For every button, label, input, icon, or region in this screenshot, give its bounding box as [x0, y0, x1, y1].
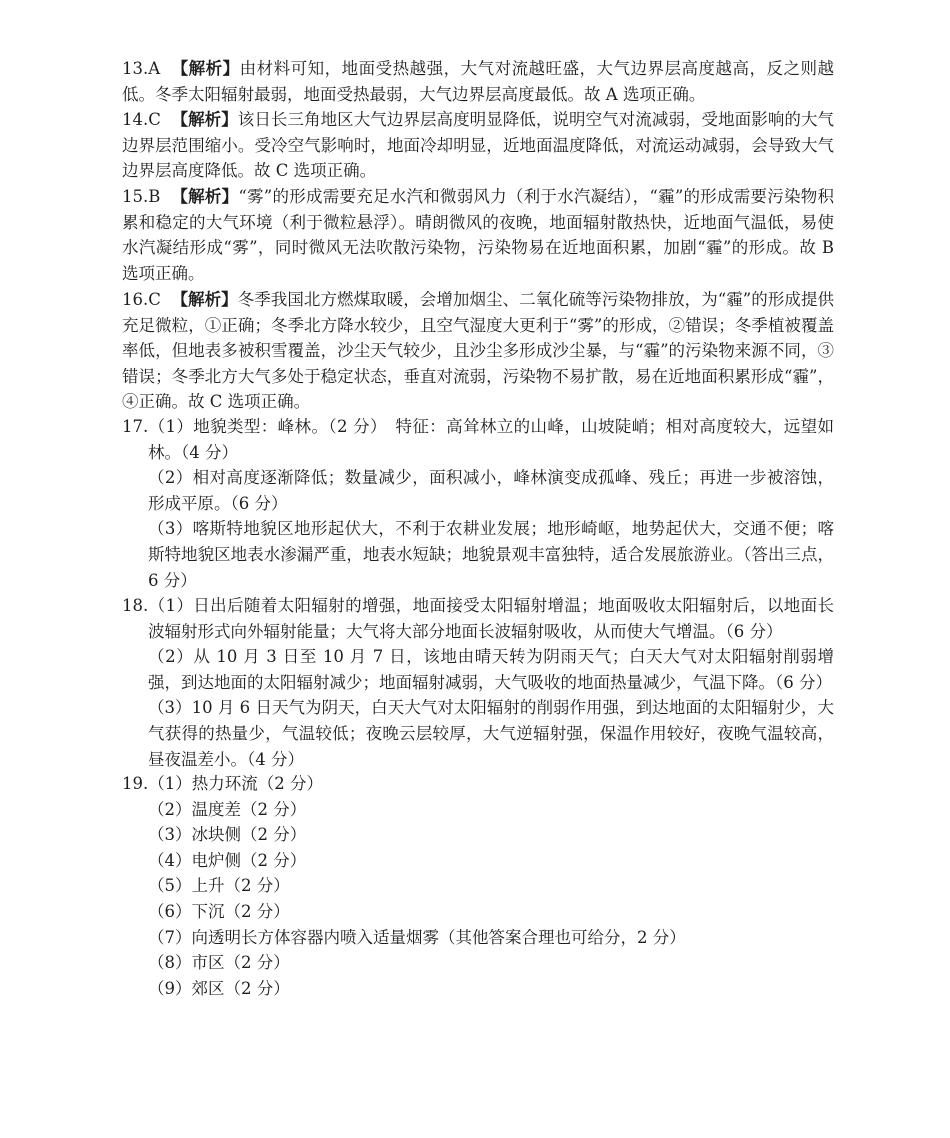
answer-text: 冬季我国北方燃煤取暖，会增加烟尘、二氧化硫等污染物排放，为“霾”的形成提供充足微粒，①正确；冬季北方降水较少，且空气湿度大更利于“雾”的形成，②错误；冬季植被覆盖率低，但地表多被积雪覆盖，沙尘天气较少，且沙尘多形成沙尘暴，与“霾”的污染物来源不同，③错误；冬季北方大气多处于稳定状态，垂直对流弱，污染物不易扩散，易在近地面积累形成“霾”，④正确。故 C 选项正确。: [122, 290, 835, 412]
question-number: 15.B: [122, 187, 161, 206]
analysis-tag: 【解析】: [171, 59, 240, 78]
answer-19-part-1: （1）热力环流（2 分）: [148, 774, 323, 793]
answer-text: “雾”的形成需要充足水汽和微弱风力（利于水汽凝结），“霾”的形成需要污染物积累和稳定的大气环境（利于微粒悬浮）。晴朗微风的夜晚，地面辐射散热快，近地面气温低，易使水汽凝结形成“雾”，同时微风无法吹散污染物，污染物易在近地面积累，加剧“霾”的形成。故 B 选项正确。: [122, 187, 834, 283]
question-number: 19.: [122, 774, 149, 793]
answer-14: [122, 107, 834, 184]
answer-13: [122, 56, 834, 107]
answer-19-part-4: （4）电炉侧（2 分）: [148, 850, 307, 870]
answer-19-part-7: （7）向透明长方体容器内喷入适量烟雾（其他答案合理也可给分，2 分）: [148, 927, 686, 947]
answer-18: [122, 593, 834, 772]
answer-19-part-5: （5）上升（2 分）: [148, 876, 290, 896]
answer-19-part-2: （2）温度差（2 分）: [148, 799, 307, 819]
answer-19-part-3: （3）冰块侧（2 分）: [148, 825, 307, 845]
answer-18-part-1: （1）日出后随着太阳辐射的增强，地面接受太阳辐射增温；地面吸收太阳辐射后，以地面长波辐射形式向外辐射能量；大气将大部分地面长波辐射吸收，从而使大气增温。（6 分）: [148, 596, 834, 641]
question-number: 16.C: [122, 290, 161, 309]
question-number: 17.: [122, 417, 149, 436]
answer-18-part-2: （2）从 10 月 3 日至 10 月 7 日，该地由晴天转为阴雨天气；白天大气对太阳辐射削弱增强，到达地面的太阳辐射减少；地面辐射减弱，大气吸收的地面热量减少，气温下降。（6 分）: [148, 647, 834, 692]
answer-15: [122, 184, 834, 286]
question-number: 18.: [122, 596, 149, 615]
answer-text: 由材料可知，地面受热越强，大气对流越旺盛，大气边界层高度越高，反之则越低。冬季太阳辐射最弱，地面受热最弱，大气边界层高度最低。故 A 选项正确。: [122, 59, 834, 104]
question-number: 13.A: [122, 59, 161, 78]
answer-17-part-2: （2）相对高度逐渐降低；数量减少，面积减小，峰林演变成孤峰、残丘；再进一步被溶蚀，形成平原。（6 分）: [148, 468, 834, 513]
answer-18-part-3: （3）10 月 6 日天气为阴天，白天大气对太阳辐射的削弱作用强，到达地面的太阳辐射少，大气获得的热量少，气温较低；夜晚云层较厚，大气逆辐射强，保温作用较好，夜晚气温较高，昼夜温差小。（4 分）: [148, 698, 834, 769]
analysis-tag: 【解析】: [171, 187, 239, 206]
answer-17: [122, 414, 834, 593]
answer-17-part-3: （3）喀斯特地貌区地形起伏大，不利于农耕业发展；地形崎岖，地势起伏大，交通不便；喀斯特地貌区地表水渗漏严重，地表水短缺；地貌景观丰富独特，适合发展旅游业。（答出三点，6 分）: [148, 519, 834, 590]
answer-16: [122, 287, 834, 415]
answer-19-part-6: （6）下沉（2 分）: [148, 901, 290, 921]
answer-text: 该日长三角地区大气边界层高度明显降低，说明空气对流减弱，受地面影响的大气边界层范围缩小。受冷空气影响时，地面冷却明显，近地面温度降低，对流运动减弱，会导致大气边界层高度降低。故 C 选项正确。: [122, 110, 835, 181]
answer-19: [122, 771, 834, 1001]
analysis-tag: 【解析】: [171, 110, 238, 129]
answer-19-part-8: （8）市区（2 分）: [148, 953, 290, 973]
answer-19-part-9: （9）郊区（2 分）: [148, 978, 290, 998]
analysis-tag: 【解析】: [171, 290, 238, 309]
question-number: 14.C: [122, 110, 161, 129]
answer-17-part-1: （1）地貌类型：峰林。（2 分） 特征：高耸林立的山峰，山坡陡峭；相对高度较大，远望如林。（4 分）: [148, 417, 834, 462]
